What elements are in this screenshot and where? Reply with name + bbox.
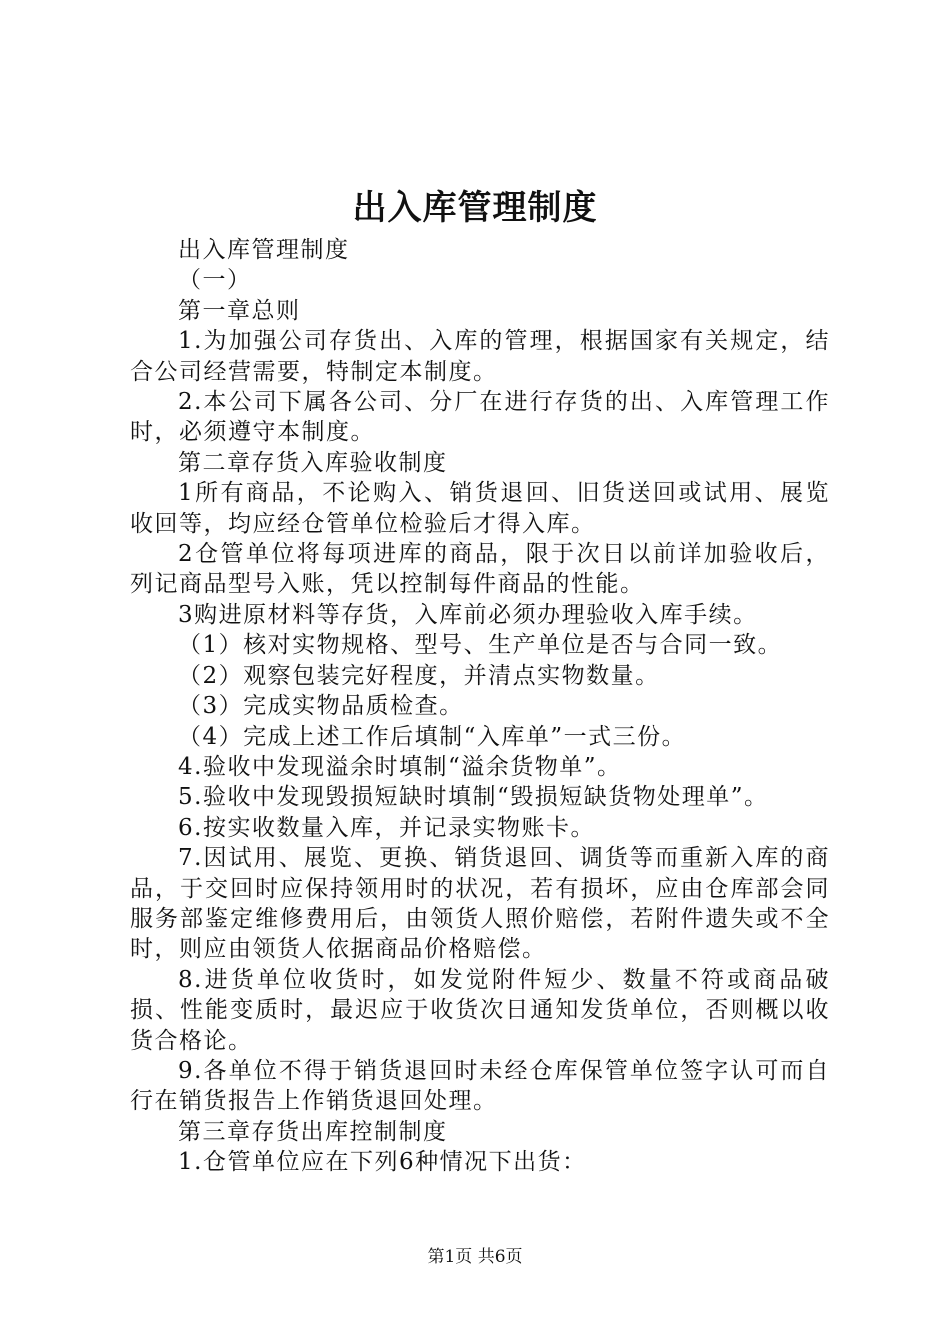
chapter-heading-3: 第三章存货出库控制制度 <box>178 1118 448 1145</box>
page-footer: 第1页 共6页 <box>427 1247 523 1267</box>
document-title: 出入库管理制度 <box>352 188 598 228</box>
paragraph-subtitle: 出入库管理制度 <box>178 237 350 263</box>
paragraph: 1.为加强公司存货出、入库的管理，根据国家有关规定，结合公司经营需要，特制定本制度。 <box>130 328 830 385</box>
paragraph: 3购进原材料等存货，入库前必须办理验收入库手续。 <box>178 601 758 628</box>
list-item: （1）核对实物规格、型号、生产单位是否与合同一致。 <box>178 632 783 659</box>
paragraph-part-one: （一） <box>178 267 252 294</box>
paragraph: 1.仓管单位应在下列6种情况下出货： <box>178 1149 587 1176</box>
list-item: （3）完成实物品质检查。 <box>178 693 464 720</box>
chapter-heading-1: 第一章总则 <box>178 297 301 324</box>
paragraph: 6.按实收数量入库，并记录实物账卡。 <box>178 814 595 841</box>
chapter-heading-2: 第二章存货入库验收制度 <box>178 449 448 476</box>
paragraph: 4.验收中发现溢余时填制“溢余货物单”。 <box>178 753 622 780</box>
paragraph: 5.验收中发现毁损短缺时填制“毁损短缺货物处理单”。 <box>178 784 769 811</box>
list-item: （4）完成上述工作后填制“入库单”一式三份。 <box>178 723 687 750</box>
paragraph: 1所有商品，不论购入、销货退回、旧货送回或试用、展览收回等，均应经仓管单位检验后才得入库。 <box>130 480 830 537</box>
paragraph: 7.因试用、展览、更换、销货退回、调货等而重新入库的商品，于交回时应保持领用时的状况，若有损坏，应由仓库部会同服务部鉴定维修费用后，由领货人照价赔偿，若附件遗失或不全时，则应由领货人依据商品价格赔偿。 <box>130 845 830 963</box>
paragraph: 8.进货单位收货时，如发觉附件短少、数量不符或商品破损、性能变质时，最迟应于收货次日通知发货单位，否则概以收货合格论。 <box>130 966 830 1054</box>
list-item: （2）观察包装完好程度，并清点实物数量。 <box>178 662 660 689</box>
paragraph: 2仓管单位将每项进库的商品，限于次日以前详加验收后，列记商品型号入账，凭以控制每件商品的性能。 <box>130 541 830 598</box>
paragraph: 9.各单位不得于销货退回时未经仓库保管单位签字认可而自行在销货报告上作销货退回处理。 <box>130 1057 830 1115</box>
document-body <box>130 235 830 1178</box>
paragraph: 2.本公司下属各公司、分厂在进行存货的出、入库管理工作时，必须遵守本制度。 <box>130 389 830 446</box>
